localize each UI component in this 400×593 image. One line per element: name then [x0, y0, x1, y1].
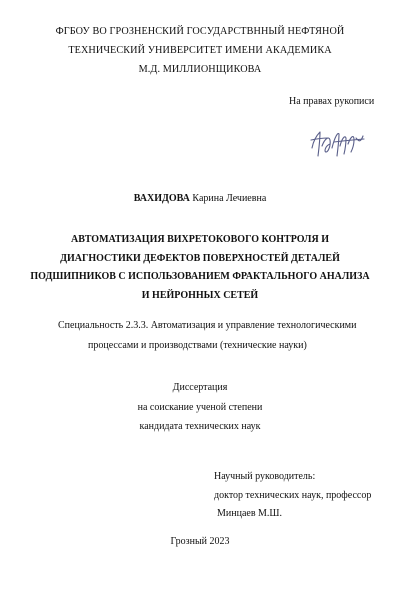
specialty-line: процессами и производствами (технические науки) [88, 340, 307, 351]
university-header-line: М.Д. МИЛЛИОНЩИКОВА [138, 64, 262, 75]
university-header-line: ФГБОУ ВО ГРОЗНЕНСКИЙ ГОСУДАРСТВННЫЙ НЕФТЯНОЙ [55, 26, 345, 37]
advisor-name: Минцаев М.Ш. [217, 508, 283, 519]
title-line: ПОДШИПНИКОВ С ИСПОЛЬЗОВАНИЕМ ФРАКТАЛЬНОГО АНАЛИЗА [30, 271, 370, 282]
title-line: И НЕЙРОННЫХ СЕТЕЙ [141, 289, 259, 301]
degree-line: Диссертация [172, 382, 228, 393]
scientific-advisor-block [214, 468, 371, 524]
university-header-line: ТЕХНИЧЕСКИЙ УНИВЕРСИТЕТ ИМЕНИ АКАДЕМИКА [68, 45, 332, 56]
specialty-block [58, 316, 357, 356]
university-header [20, 22, 380, 79]
signature-icon [308, 126, 366, 160]
title-line: ДИАГНОСТИКИ ДЕФЕКТОВ ПОВЕРХНОСТЕЙ ДЕТАЛЕЙ [60, 252, 340, 264]
specialty-line: Специальность 2.3.3. Автоматизация и управление технологическими [58, 320, 357, 331]
advisor-degree: доктор технических наук, профессор [214, 489, 372, 501]
dissertation-title [20, 231, 380, 305]
manuscript-rights-note: На правах рукописи [289, 96, 375, 107]
author-name [0, 193, 400, 204]
dissertation-degree-block [0, 378, 400, 437]
author-surname: ВАХИДОВА [133, 193, 190, 204]
degree-line: на соискание ученой степени [137, 401, 263, 413]
author-given-names: Карина Лечиевна [189, 193, 267, 204]
degree-line: кандидата технических наук [139, 421, 261, 432]
advisor-label: Научный руководитель: [214, 471, 316, 482]
title-line: АВТОМАТИЗАЦИЯ ВИХРЕТОКОВОГО КОНТРОЛЯ И [71, 234, 329, 245]
city-year: Грозный 2023 [170, 536, 230, 547]
